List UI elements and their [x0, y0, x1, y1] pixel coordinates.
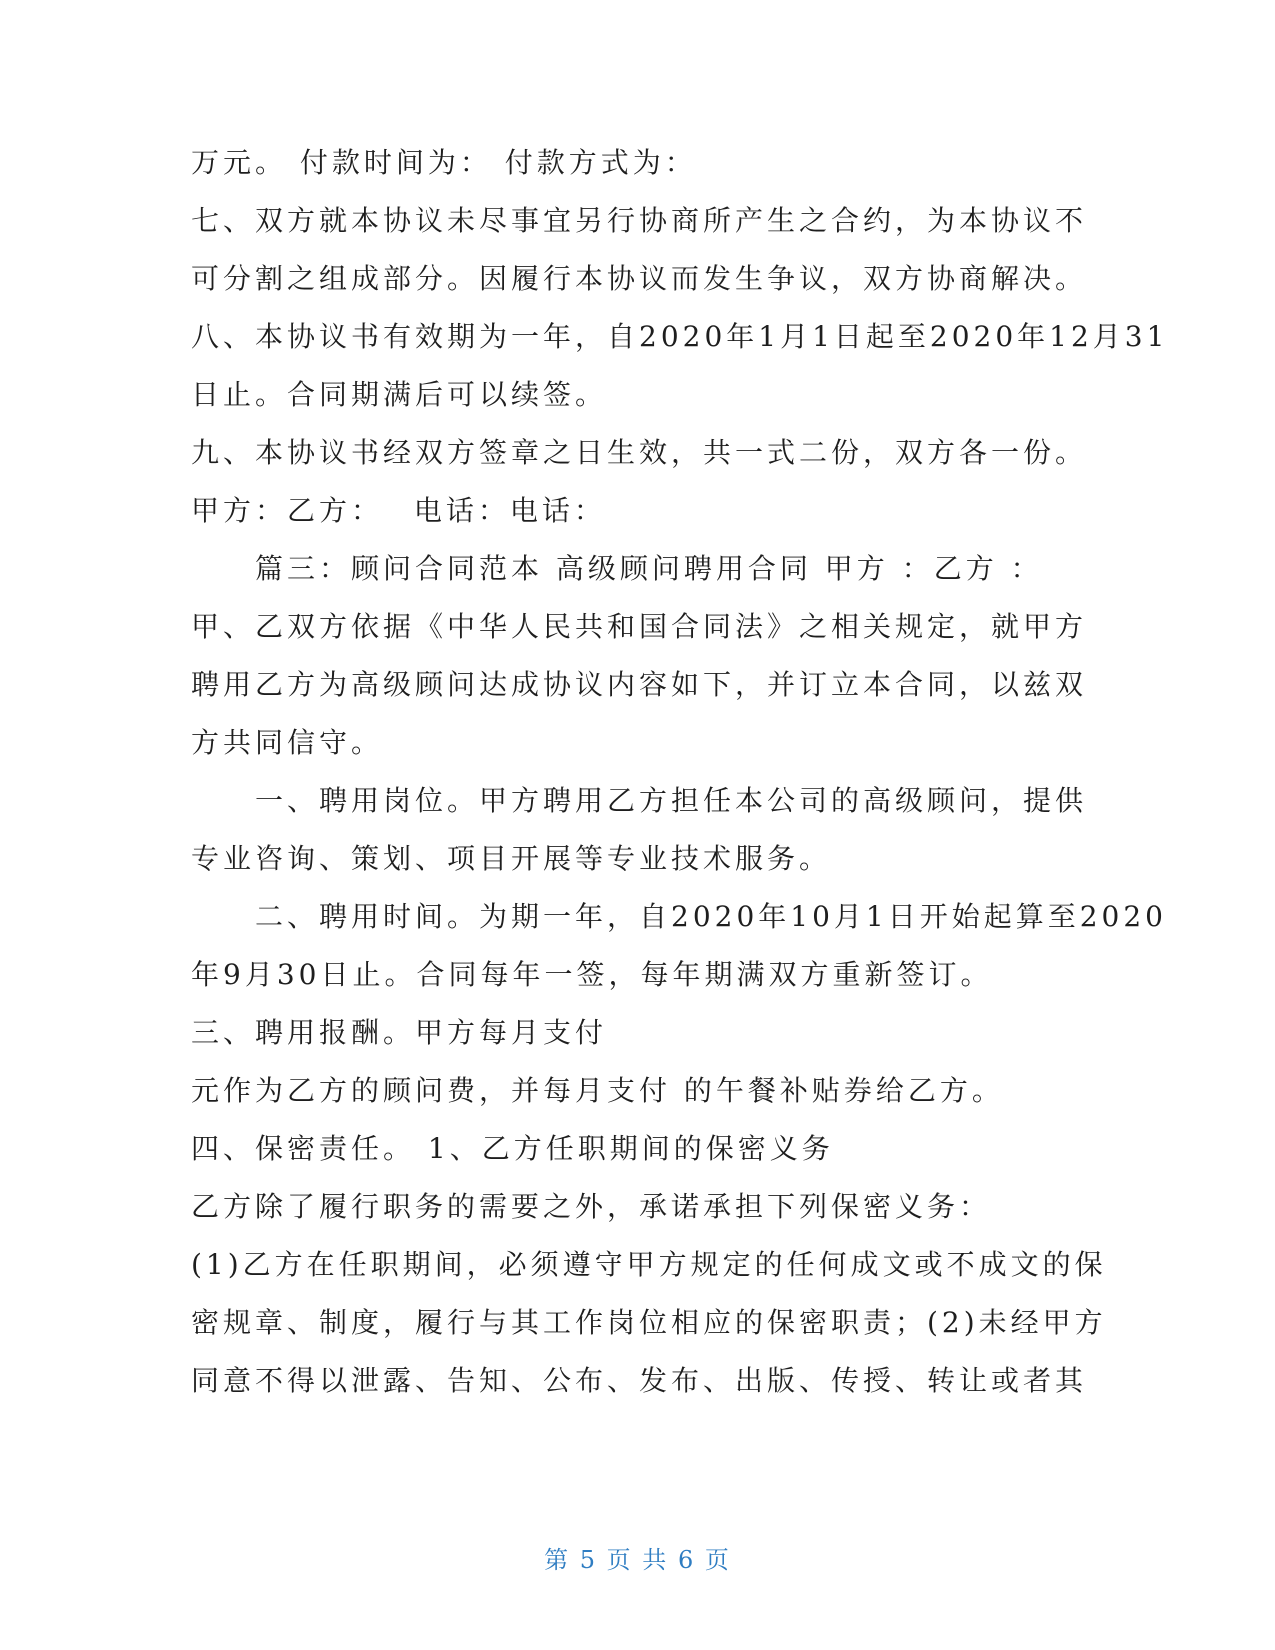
text-line: 可分割之组成部分。因履行本协议而发生争议，双方协商解决。	[191, 262, 1088, 295]
text-line: 万元。 付款时间为： 付款方式为：	[191, 146, 697, 179]
text-line: 乙方除了履行职务的需要之外，承诺承担下列保密义务：	[191, 1190, 992, 1223]
text-line: 专业咨询、策划、项目开展等专业技术服务。	[191, 842, 832, 875]
text-line: 九、本协议书经双方签章之日生效，共一式二份，双方各一份。	[191, 436, 1088, 469]
text-line: (1)乙方在任职期间，必须遵守甲方规定的任何成文或不成文的保	[191, 1248, 1107, 1281]
text-line: 七、双方就本协议未尽事宜另行协商所产生之合约，为本协议不	[191, 204, 1088, 237]
text-line: 密规章、制度，履行与其工作岗位相应的保密职责；(2)未经甲方	[191, 1306, 1107, 1339]
text-line: 二、聘用时间。为期一年，自2020年10月1日开始起算至2020	[191, 900, 1167, 933]
text-line: 聘用乙方为高级顾问达成协议内容如下，并订立本合同，以兹双	[191, 668, 1088, 701]
text-line: 方共同信守。	[191, 726, 384, 759]
text-line: 元作为乙方的顾问费，并每月支付 的午餐补贴券给乙方。	[191, 1074, 1004, 1107]
text-line: 篇三：顾问合同范本 高级顾问聘用合同 甲方 ：乙方 ：	[191, 552, 1043, 585]
text-line: 四、保密责任。 1、乙方任职期间的保密义务	[191, 1132, 834, 1165]
text-line: 年9月30日止。合同每年一签，每年期满双方重新签订。	[191, 958, 993, 991]
text-line: 一、聘用岗位。甲方聘用乙方担任本公司的高级顾问，提供	[191, 784, 1088, 817]
text-line: 三、聘用报酬。甲方每月支付	[191, 1016, 608, 1049]
page-number-footer: 第 5 页 共 6 页	[544, 1546, 731, 1574]
text-line: 同意不得以泄露、告知、公布、发布、出版、传授、转让或者其	[191, 1364, 1088, 1397]
text-line: 甲方：乙方： 电话：电话：	[191, 494, 606, 527]
text-line: 八、本协议书有效期为一年，自2020年1月1日起至2020年12月31	[191, 320, 1169, 353]
text-line: 甲、乙双方依据《中华人民共和国合同法》之相关规定，就甲方	[191, 610, 1088, 643]
text-line: 日止。合同期满后可以续签。	[191, 378, 608, 411]
